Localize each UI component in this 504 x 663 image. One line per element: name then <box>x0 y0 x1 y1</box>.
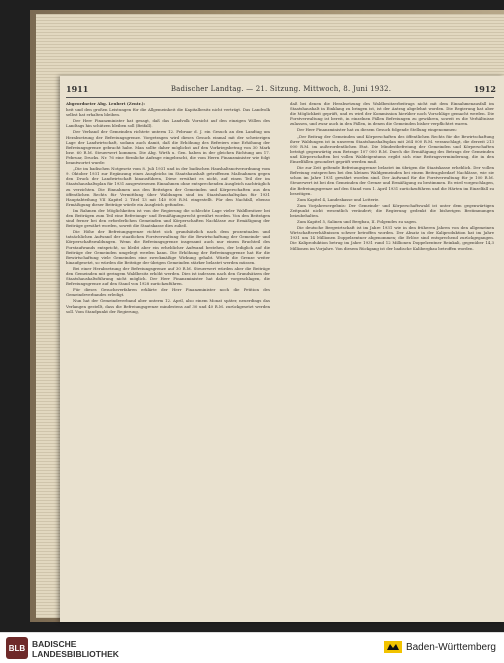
viewer-footer <box>0 632 504 663</box>
header-rule <box>66 97 494 98</box>
paragraph: „Der Beitrag der Gemeinden und Körperschaften des öffentlichen Rechts für die Bewirtschaftung ihrer Waldungen ist in unserem Staatshaushaltsplan mit 264 000 R.M. veranschlagt, die derzeit 213 000 R.M. im außerordentlichen Etat. Die Mindestbefreiung der Gemeinden und Körperschaften beträgt gegenwärtig zum Betrage 107 000 R.M. Durch die Ermäßigung des Betrags der Gemeinden und Körperschaften bei vollen Waldeigentums ergibt sich eine Beitragsverminderung, die in den Einzelfällen gesondert geprüft werden muß. <box>290 133 494 165</box>
paragraph: daß bei denen die Herabsetzung des Waldbesitzerbeitrags nicht mit dem Einnahmenausfall im Staatshaushalt in Einklang zu bringen ist, ist der Antrag abgelehnt worden. Die Regierung hat aber die Möglichkeit geprüft, und es wird der Kommission hierüber noch Vorschläge gemacht werden. Die Forstverwaltung ist bereit, in einzelnen Fällen Befreiungen zu gewähren, soweit es die Verhältnisse zulassen, und zwar auch in den Fällen, in denen die Gemeinden bisher verpflichtet waren. <box>290 101 494 127</box>
paragraph: Zum Vorjahresergebnis: Der Gemeinde- und Körperschaftswald ist unter dem gegenwärtigen Zeitpunkt nicht wesentlich verändert; die Regierung gedenkt die bisherigen Bestimmungen beizubehalten. <box>290 202 494 218</box>
text-column-left <box>66 101 270 609</box>
page-number-left: 1911 <box>66 84 89 94</box>
library-name-line-2: LANDESBIBLIOTHEK <box>32 649 119 659</box>
running-head-title: Badischer Landtag. — 21. Sitzung. Mittwoch, 8. Juni 1932. <box>170 85 392 93</box>
blb-logo[interactable]: BLB <box>6 637 28 659</box>
paragraph: Für dieses Gesuchsverfahren erklärte der Herr Finanzminister noch die Petition des Gemeindeverbandes erledigt. <box>66 287 270 298</box>
page-number-right: 1912 <box>473 84 496 94</box>
library-name-line-1: BADISCHE <box>32 639 77 649</box>
bw-brand-label: Baden-Württemberg <box>405 641 496 653</box>
paragraph: Abgeordneter Abg. Leubert (Zentr.): <box>66 101 145 106</box>
paragraph: Nun hat der Gemeindeverband aber unterm 12. April, also einem Monat später, neuerdings das Verlangen gestellt, dass die Befreiungsgrenze mindestens auf 30 und 40 R.M. zurückgesetzt werden soll. Vom Standpunkt der Regierung, <box>66 298 270 314</box>
bw-lion-icon <box>384 641 402 653</box>
library-name[interactable] <box>32 639 119 659</box>
paragraph: Die deutsche Bergwirtschaft ist im Jahre 1931 wie in den früheren Jahren von den allgemeinen Wirtschaftsverhältnissen schwer betroffen worden. Der Absatz in der Kaliproduktion hat im Jahre 1931 um 14 Millionen Doppelzentner abgenommen; die Erlöse sind entsprechend zurückgegangen. Die Kaliproduktion betrug im Jahre 1931 rund 12 Millionen Doppelzentner Reinkali, gegenüber 14,3 Millionen im Vorjahre. Von diesem Rückgang ist der badische Kalibergbau betroffen worden. <box>290 225 494 251</box>
paragraph: Die zur Zeit geltende Befreiungsgrenze belastet im übrigen die Staatskasse erheblich. Der vollen Befreiung entsprechen bei den kleinen Waldgemeinden bei einem Beitragsbedarf Nachlässe, wie sie schon im Jahre 1931 gewährt worden sind. Der Aufwand für die Forstverwaltung für je 100 R.M. Steuerwert ist bei den Gemeinden der Grenze und Ermäßigung zu bestimmen. Es wird vorgeschlagen, die Befreiungsgrenze auf den Stand vom 1. April 1931 zurückzuführen und die Härten im Einzelfall zu beseitigen. <box>290 165 494 196</box>
paragraph: Der Herr Finanzminister hat gesagt, daß das Landvolk Vorsicht auf den einzigen Willen des Landtags hin schützen bleiben soll (Beifall). <box>66 118 270 129</box>
text-column-right <box>290 101 494 609</box>
bw-brand[interactable] <box>384 641 496 653</box>
paragraph: „Die im badischen Notgesetz vom 8. Juli 1931 und in der badischen Haushaltsnotverordnung vom 9. Oktober 1931 zur Ergänzung eines Ausgleichs im Staatshaushalt getroffenen Maßnahmen gegen den Druck der Landwirtschaft hinausführen, Diese erwähnt es nicht, auf einen Teil der im Staatshaushaltsplan für 1931 ausgewiesenen Einnahmen ohne entsprechenden Ausgleich nachträglich zu verzichten. Die Einnahmen aus den Beiträgen der Gemeinden und Körperschaften aus den öffentlichen Rechts für Vermittlung über Waldungen sind im Staatshaushaltsplan für 1931 Hauptabteilung VII Kapitel 2 Titel 13 mit 140 000 R.M. eingestellt. Für den Nachfall, ebenso Ermäßigung dieser Beiträge würde ein Ausgleich gefunden. <box>66 166 270 207</box>
paragraph: Bei einer Herabsetzung der Befreiungsgrenze auf 30 R.M. Steuerwert würden aber die Beiträge den Gemeinden mit geringem Waldbesitz erhöht werden. Dies ist indessen nach den Grundsätzen der Staatshaushaltsführung nicht möglich. Der Herr Finanzminister hat daher vorgeschlagen, die Befreiungsgrenze auf den Stand von 1928 zurückzuführen. <box>66 265 270 287</box>
paragraph: Im Rahmen der Möglichkeiten ist von der Regierung die schlechte Lage vieler Waldbesitzer bei den Beiträgen zum Teil eine Befreiungs- und Ermäßigungsrecht gewährt worden. Von den Beiträgen sind ferner bei den erforderlichen Gemeinden und Körperschaften Nachlässe zur Ermäßigung der Beiträge gewährt worden, soweit die Staatskasse dies zuließ. <box>66 207 270 229</box>
paragraph: Der Verband der Gemeinden richtete unterm 12. Februar d. J. ein Gesuch an den Landtag um Herabsetzung der Befreiungsgrenze. Vorgetragen wird dieses Gesuch einmal mit der schwierigen Lage der Landwirtschaft, sodann auch damit, daß die Erhöhung des Befreiers eine Erhöhung der Befreiungsgrenze gebracht habe. Man sollte daher möglichst auf den Vorkriegsbetrag von 30 Mark bzw. 60 R.M. Steuerwert kommen. Die Abg. Wirth u. Gen. haben in der gleichen Richtung am 17. Februar, Drucks. Nr. 76 eine förmliche Anfrage eingebracht, die vom Herrn Finanzminister wie folgt beantwortet wurde: <box>66 129 270 166</box>
paragraph: heit und den großen Leistungen für die Allgemeinheit die Kapitalbesitz nicht verträgt. Das Landvolk selbst hat erhalten bleiben. <box>66 107 270 118</box>
paragraph: Zum Kapitel 4, Landeskasse und Lotterie. <box>297 196 380 202</box>
paragraph: Zum Kapitel 5, Salinen und Bergbau, II. Folgendes zu sagen. <box>297 219 418 225</box>
paragraph: Der Herr Finanzminister hat zu diesem Gesuch folgende Stellung eingenommen: <box>297 127 457 133</box>
paragraph: Die Höhe der Befreiungsgrenze richtet sich grundsätzlich nach dem prozentualen und tatsächlichen Aufwand der staatlichen Forstverwaltung für die Bewirtschaftung der Gemeinde- und Körperschaftswaldungen. Wenn die Befreiungsgrenze insgesamt auch nur einem Bruchteil des Forstaufwands entspricht, so bleibt aber ein erheblicher Aufwand bestehen, der lediglich auf die Beiträge der Gemeinden umgelegt werden kann. Die Erhöhung der Befreiungsgrenze hat für die Bewirtschaftung viele Gemeinden eine zweckmäßige Wirkung gehabt. Würde die Grenze weiter hinaufgesetzt, so würden die Beiträge der übrigen Gemeinden stärker belastet werden müssen. <box>66 229 270 265</box>
running-head <box>66 82 496 96</box>
